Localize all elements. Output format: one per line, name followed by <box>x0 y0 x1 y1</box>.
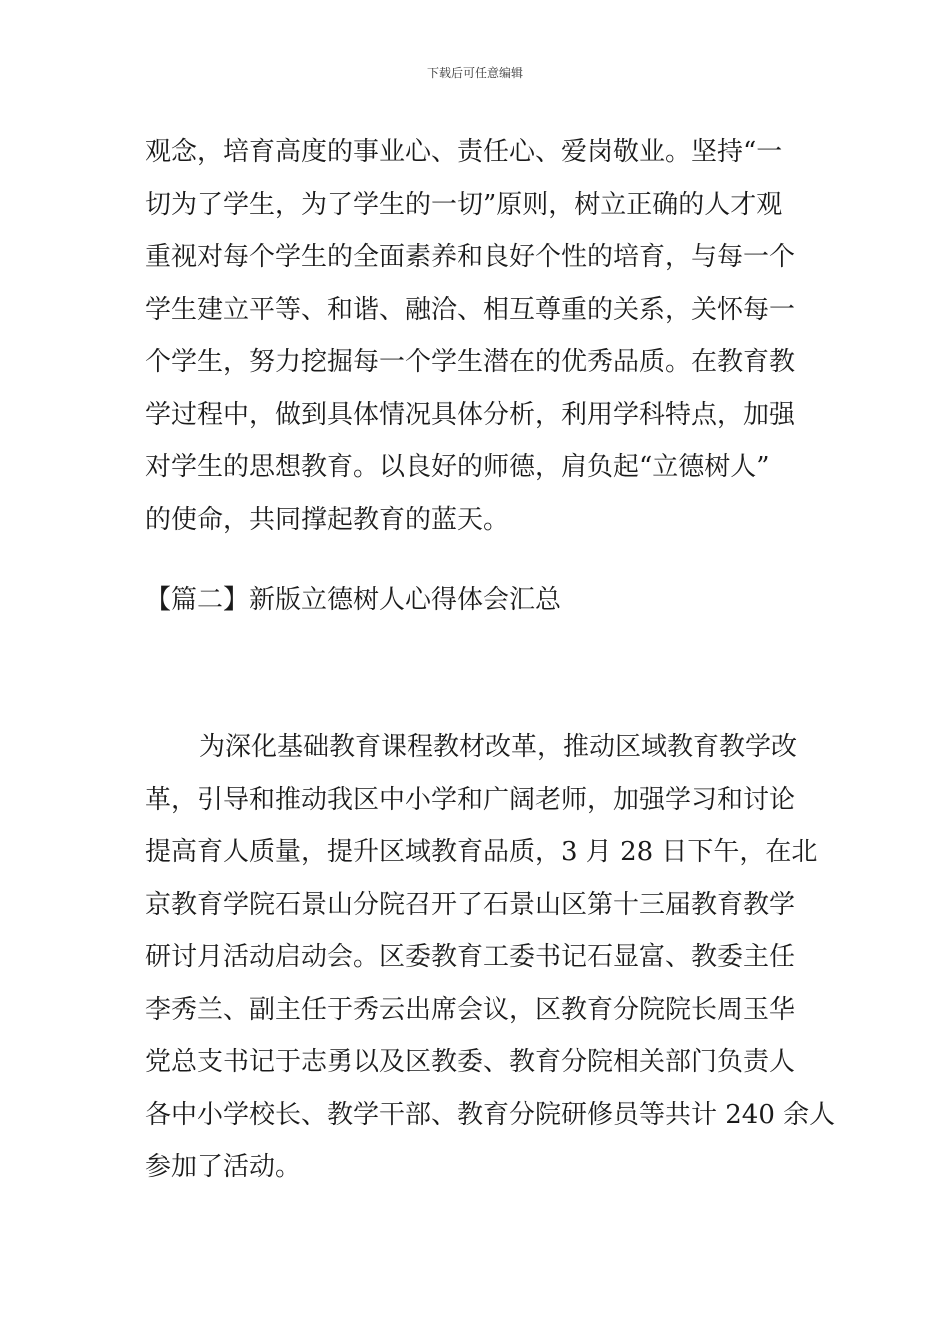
text-line: 参加了活动。 <box>145 1152 302 1182</box>
text-line: 学生建立平等、和谐、融洽、相互尊重的关系，关怀每一 <box>145 294 796 325</box>
text-line: 切为了学生，为了学生的一切”原则，树立正确的人才观 <box>145 189 783 220</box>
text-line: 学过程中，做到具体情况具体分析，利用学科特点，加强 <box>145 399 796 430</box>
text-line: 各中小学校长、教学干部、教育分院研修员等共计 240 余人 <box>145 1099 836 1130</box>
text-line: 的使命，共同撑起教育的蓝天。 <box>145 504 510 535</box>
text-line: 个学生，努力挖掘每一个学生潜在的优秀品质。在教育教 <box>145 347 796 377</box>
text-line: 李秀兰、副主任于秀云出席会议，区教育分院院长周玉华 <box>145 994 796 1025</box>
text-line: 研讨月活动启动会。区委教育工委书记石显富、教委主任 <box>145 942 796 972</box>
text-line: 观念，培育高度的事业心、责任心、爱岗敬业。坚持“一 <box>145 137 783 167</box>
text-line: 重视对每个学生的全面素养和良好个性的培育，与每一个 <box>145 242 796 272</box>
text-line: 京教育学院石景山分院召开了石景山区第十三届教育教学 <box>145 889 796 920</box>
text-line: 党总支书记于志勇以及区教委、教育分院相关部门负责人 <box>145 1047 796 1077</box>
text-line: 对学生的思想教育。以良好的师德，肩负起“立德树人” <box>145 452 770 482</box>
paragraph-1 <box>145 126 825 546</box>
section-heading: 【篇二】新版立德树人心得体会汇总 <box>145 585 562 615</box>
text-line: 革，引导和推动我区中小学和广阔老师，加强学习和讨论 <box>145 784 796 815</box>
text-line: 提高育人质量，提升区域教育品质，3 月 28 日下午，在北 <box>145 837 818 867</box>
paragraph-2 <box>145 721 836 1194</box>
page-header: 下载后可任意编辑 <box>426 66 523 80</box>
text-line: 为深化基础教育课程教材改革，推动区域教育教学改 <box>199 732 798 762</box>
